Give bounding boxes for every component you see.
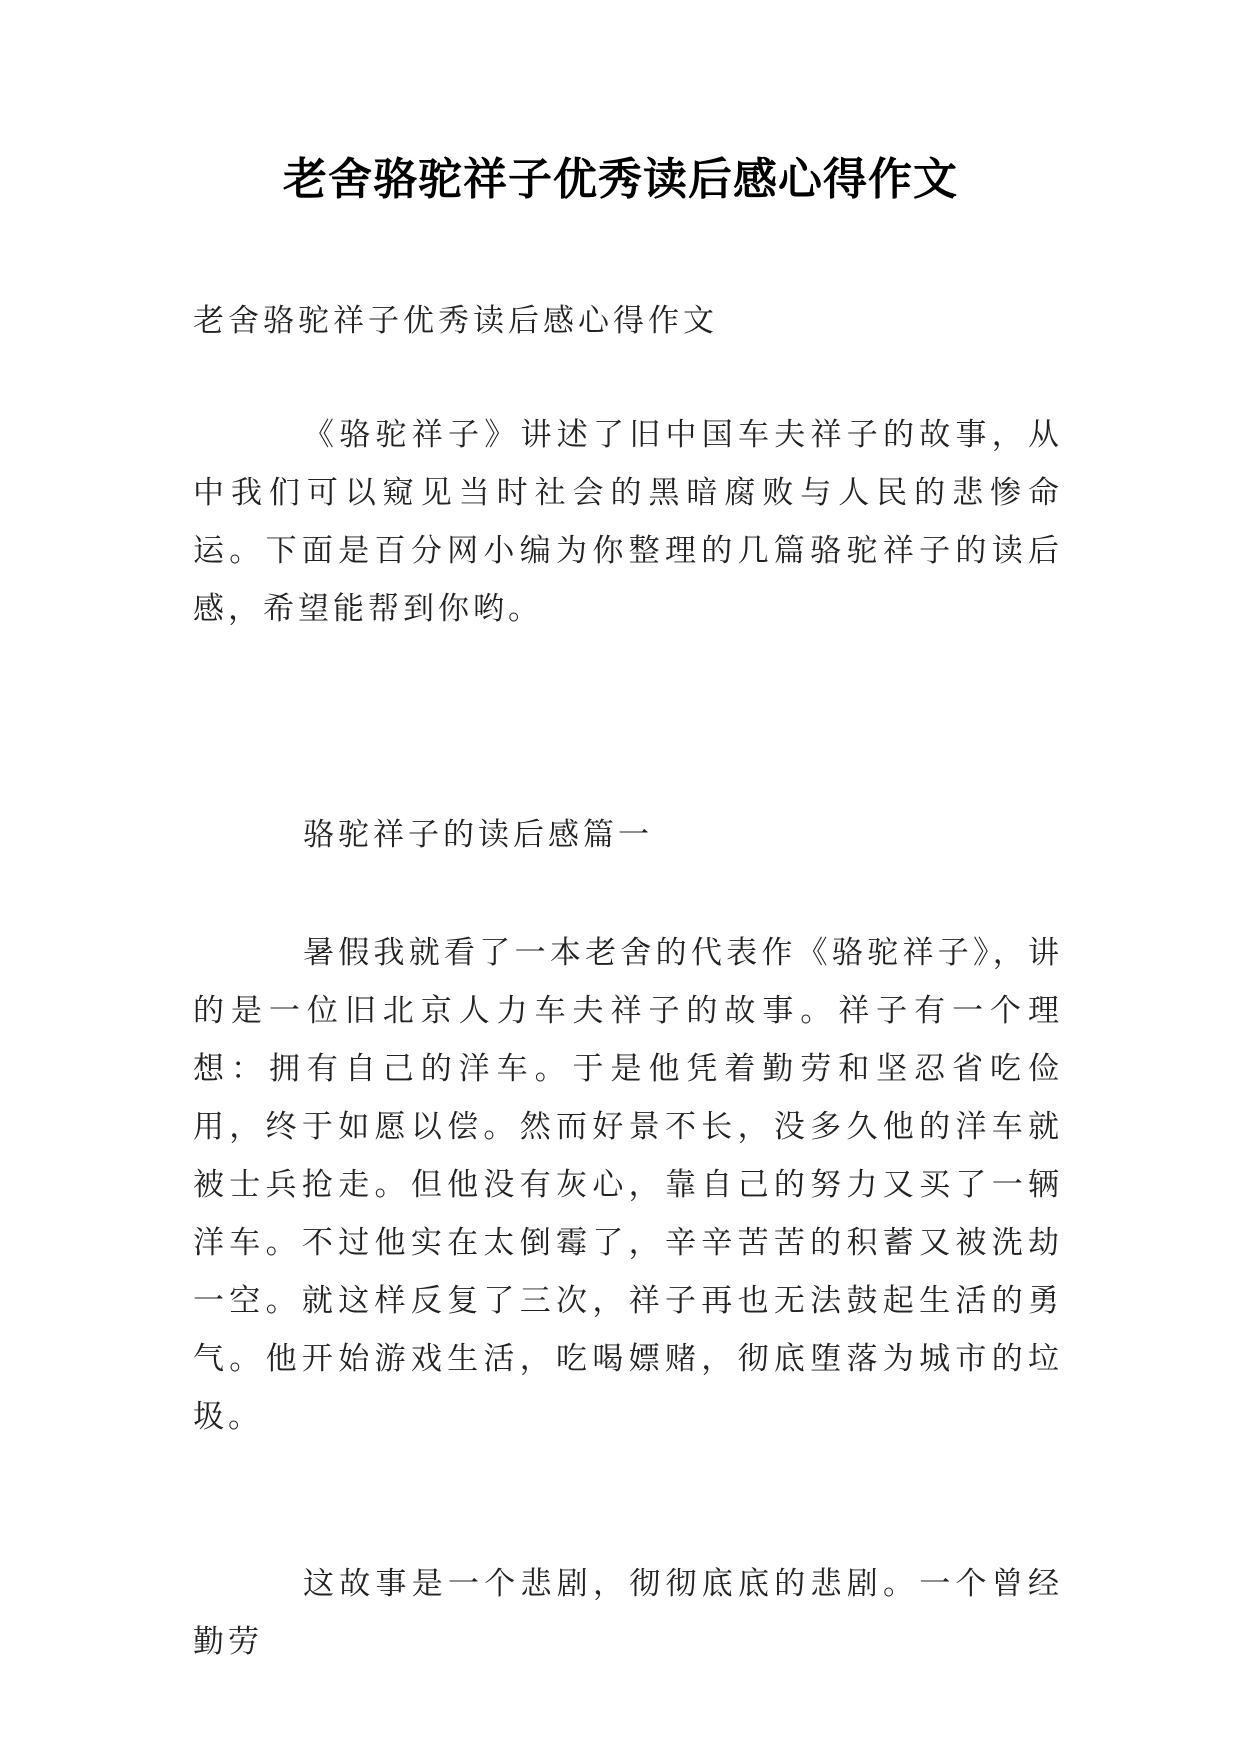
section-heading: 骆驼祥子的读后感篇一 — [303, 817, 653, 853]
body-paragraph-2: 这故事是一个悲剧，彻彻底底的悲剧。一个曾经勤劳 — [193, 1566, 1063, 1660]
document-subtitle: 老舍骆驼祥子优秀读后感心得作文 — [193, 303, 718, 339]
body-paragraph-1: 暑假我就看了一本老舍的代表作《骆驼祥子》，讲的是一位旧北京人力车夫祥子的故事。祥子有一个理想：拥有自己的洋车。于是他凭着勤劳和坚忍省吃俭用，终于如愿以偿。然而好景不长，没多久他的洋车就被士兵抢走。但他没有灰心，靠自己的努力又买了一辆洋车。不过他实在太倒霉了，辛辛苦苦的积蓄又被洗劫一空。就这样反复了三次，祥子再也无法鼓起生活的勇气。他开始游戏生活，吃喝嫖赌，彻底堕落为城市的垃圾。 — [193, 935, 1063, 1435]
page-title: 老舍骆驼祥子优秀读后感心得作文 — [283, 154, 958, 205]
intro-paragraph: 《骆驼祥子》讲述了旧中国车夫祥子的故事，从中我们可以窥见当时社会的黑暗腐败与人民的悲惨命运。下面是百分网小编为你整理的几篇骆驼祥子的读后感，希望能帮到你哟。 — [193, 417, 1063, 627]
